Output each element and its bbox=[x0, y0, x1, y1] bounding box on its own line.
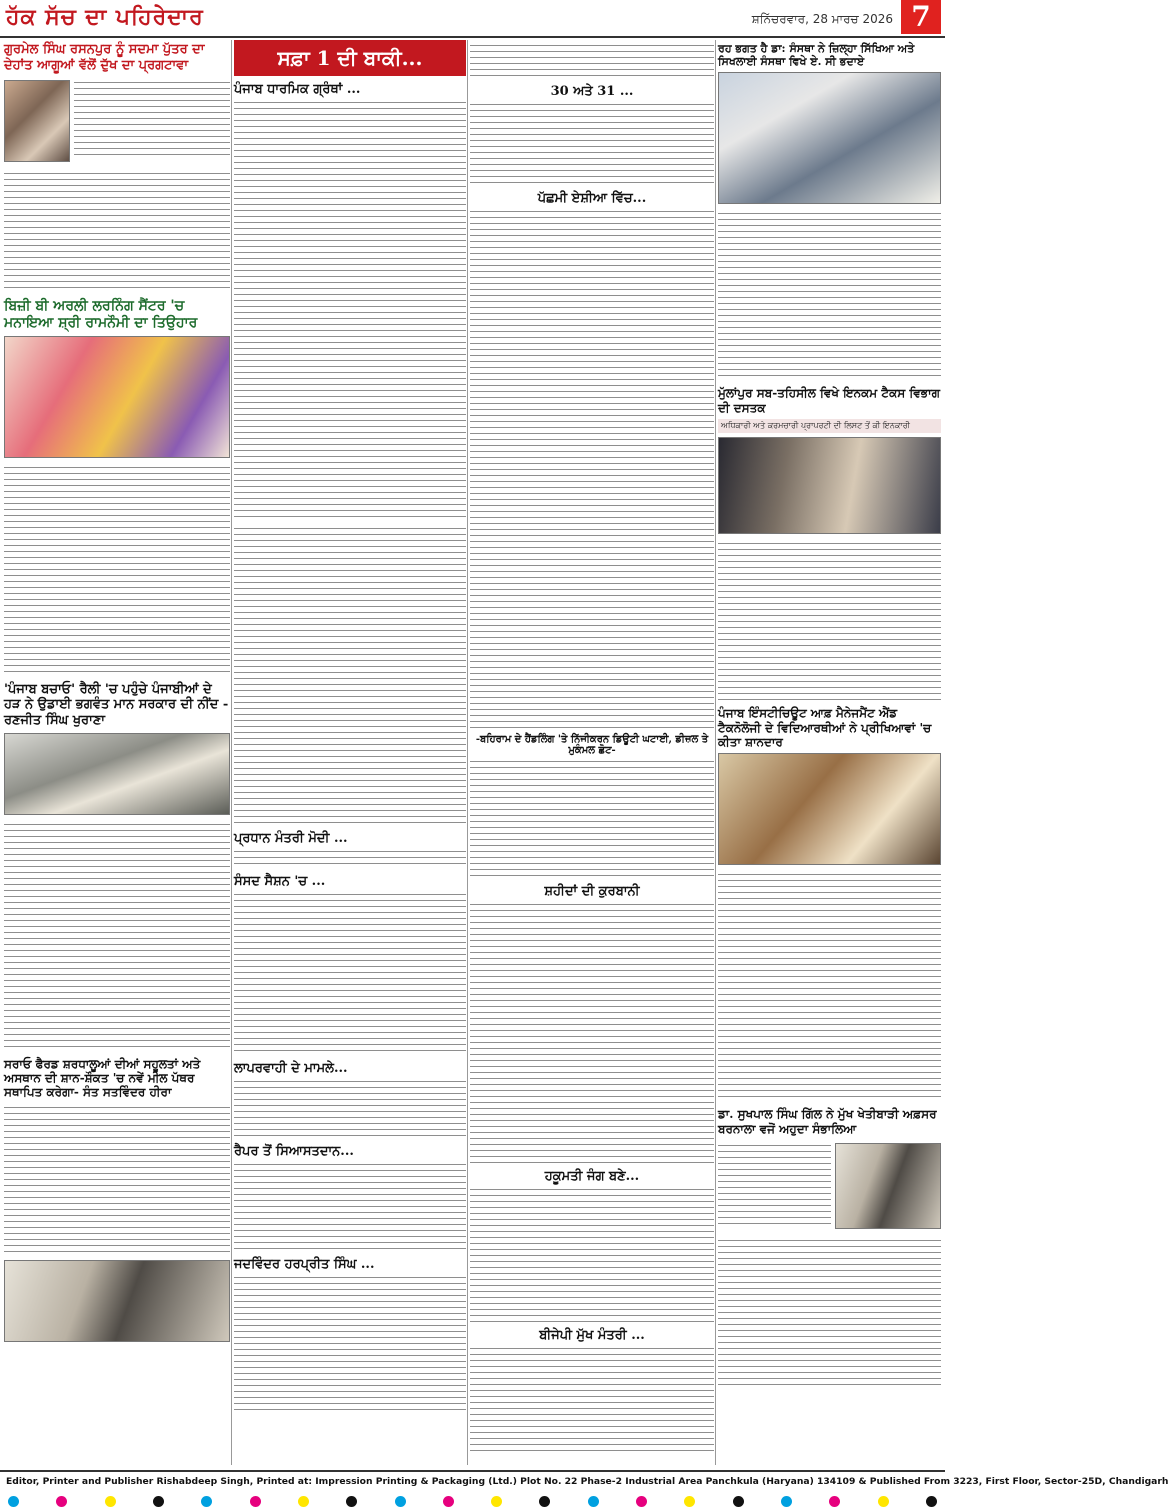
ceremony-photo bbox=[718, 72, 941, 204]
footer bbox=[0, 1470, 1168, 1509]
students-photo bbox=[718, 753, 941, 865]
headline-ramnaumi: ਬਿਜ਼ੀ ਬੀ ਅਰਲੀ ਲਰਨਿੰਗ ਸੈਂਟਰ 'ਚ ਮਨਾਇਆ ਸ਼੍ਰੀ ਰਾਮਨੌਮੀ ਦਾ ਤਿਉਹਾਰ bbox=[4, 298, 198, 331]
subhead: ਸ਼ਹੀਦਾਂ ਦੀ ਕੁਰਬਾਨੀ bbox=[544, 884, 640, 899]
article-text bbox=[470, 758, 714, 878]
article-text bbox=[74, 79, 230, 159]
article-text bbox=[234, 525, 466, 825]
subhead: ਹਕੂਮਤੀ ਜੰਗ ਬਣੇ... bbox=[544, 1169, 640, 1184]
article-text bbox=[470, 901, 714, 1163]
column-divider bbox=[715, 40, 716, 1465]
article-text bbox=[234, 1078, 466, 1138]
article-text bbox=[470, 42, 714, 78]
column-divider bbox=[231, 40, 232, 1465]
subhead: 30 ਅਤੇ 31 ... bbox=[550, 84, 634, 99]
headline-training: ਰਹ ਭਗਤ ਹੈ ਡਾ: ਸੰਸਥਾ ਨੇ ਜ਼ਿਲ੍ਹਾ ਸਿੱਖਿਆ ਅਤੇ ਸਿਖਲਾਈ ਸੰਸਥਾ ਵਿਖੇ ਏ. ਸੀ ਭਦਾਏ bbox=[718, 42, 915, 69]
article-text bbox=[470, 208, 714, 728]
officer-photo bbox=[835, 1143, 941, 1229]
article-text bbox=[718, 210, 941, 380]
headline-income-tax: ਮੁੱਲਾਂਪੁਰ ਸਬ-ਤਹਿਸੀਲ ਵਿਖੇ ਇਨਕਮ ਟੈਕਸ ਵਿਭਾਗ ਦੀ ਦਸਤਕ bbox=[718, 386, 940, 415]
subhead: ਪੰਜਾਬ ਧਾਰਮਿਕ ਗ੍ਰੰਥਾਂ ... bbox=[234, 82, 361, 97]
masthead bbox=[0, 0, 945, 38]
group-photo bbox=[4, 1260, 230, 1342]
article-text bbox=[718, 540, 941, 700]
newspaper-brand: ਹੱਕ ਸੱਚ ਦਾ ਪਹਿਰੇਦਾਰ bbox=[6, 4, 204, 30]
article-text bbox=[234, 891, 466, 1055]
article-text bbox=[234, 848, 466, 868]
article-text bbox=[718, 1237, 941, 1387]
office-photo bbox=[718, 437, 941, 534]
headline-sant: ਸਰਾਓ ਫੈਰਡ ਸ਼ਰਧਾਲੂਆਂ ਦੀਆਂ ਸਹੂਲਤਾਂ ਅਤੇ ਅਸਥਾਨ ਦੀ ਸ਼ਾਨ-ਸ਼ੌਕਤ 'ਚ ਨਵੇਂ ਮੀਲ ਪੱਥਰ ਸਥਾਪਿਤ ਕਰੇਗਾ- ਸੰਤ ਸਤਵਿੰਦਰ ਹੀਰਾ bbox=[4, 1056, 201, 1100]
subhead: ਬੀਜੇਪੀ ਮੁੱਖ ਮੰਤਰੀ ... bbox=[539, 1328, 645, 1343]
article-text bbox=[470, 1186, 714, 1322]
event-photo bbox=[4, 336, 230, 458]
article-text bbox=[718, 1142, 831, 1226]
registration-marks bbox=[0, 1494, 945, 1508]
article-text bbox=[4, 170, 230, 292]
subhead: ਪੱਛਮੀ ਏਸ਼ੀਆ ਵਿੱਚ... bbox=[537, 191, 647, 206]
article-text bbox=[470, 101, 714, 185]
rally-photo bbox=[4, 733, 230, 815]
page-number: 7 bbox=[901, 0, 941, 34]
article-text bbox=[470, 1345, 714, 1455]
subhead: ਰੈਪਰ ਤੋਂ ਸਿਆਸਤਦਾਨ... bbox=[234, 1144, 354, 1159]
subhead: ਪ੍ਰਧਾਨ ਮੰਤਰੀ ਮੋਦੀ ... bbox=[234, 831, 348, 846]
subhead: ਸੰਸਦ ਸੈਸ਼ਨ 'ਚ ... bbox=[234, 874, 326, 889]
article-text bbox=[4, 821, 230, 1051]
headline-students: ਪੰਜਾਬ ਇੰਸਟੀਚਿਊਟ ਆਫ਼ ਮੈਨੇਜਮੈਂਟ ਐਂਡ ਟੈਕਨੋਲੋਜੀ ਦੇ ਵਿਦਿਆਰਥੀਆਂ ਨੇ ਪ੍ਰੀਖਿਆਵਾਂ 'ਚ ਕੀਤਾ ਸ਼ਾਨਦਾਰ bbox=[718, 706, 932, 749]
article-text bbox=[234, 1161, 466, 1251]
headline-agriculture-officer: ਡਾ. ਸੁਖਪਾਲ ਸਿੰਘ ਗਿੱਲ ਨੇ ਮੁੱਖ ਖੇਤੀਬਾੜੀ ਅਫ਼ਸਰ ਬਰਨਾਲਾ ਵਜੋਂ ਅਹੁਦਾ ਸੰਭਾਲਿਆ bbox=[718, 1107, 937, 1136]
portrait-photo bbox=[4, 80, 70, 162]
column-4 bbox=[718, 40, 941, 1393]
headline-condolence: ਗੁਰਮੇਲ ਸਿੰਘ ਰਸਨਪੁਰ ਨੂੰ ਸਦਮਾ ਪੁੱਤਰ ਦਾ ਦੇਹਾਂਤ ਆਗੂਆਂ ਵੱਲੋਂ ਦੁੱਖ ਦਾ ਪ੍ਰਗਟਾਵਾ bbox=[4, 42, 205, 73]
column-divider bbox=[467, 40, 468, 1465]
article-text bbox=[718, 871, 941, 1101]
article-text bbox=[4, 1104, 230, 1254]
subhead: ਜਦਵਿੰਦਰ ਹਰਪ੍ਰੀਤ ਸਿੰਘ ... bbox=[234, 1257, 375, 1272]
column-3 bbox=[470, 40, 714, 1461]
article-text bbox=[234, 99, 466, 519]
continued-banner: ਸਫ਼ਾ 1 ਦੀ ਬਾਕੀ... bbox=[234, 40, 466, 76]
article-text bbox=[4, 464, 230, 676]
imprint-line: Editor, Printer and Publisher Rishabdeep Singh, Printed at: Impression Printing & Packaging (Ltd.) Plot No. 22 Phase-2 Industrial Area Panchkula (Haryana) 134109 & Published From 3223, First Floor, Sector-25D, Chandigarh bbox=[6, 1476, 1168, 1487]
column-1 bbox=[4, 40, 230, 1348]
headline-sub: ਅਧਿਕਾਰੀ ਅਤੇ ਕਰਮਚਾਰੀ ਪ੍ਰਾਪਰਟੀ ਦੀ ਲਿਸਟ ਤੋਂ ਕੀ ਇਨਕਾਰੀ bbox=[718, 419, 941, 433]
subhead: -ਬਹਿਰਾਮ ਦੇ ਹੈਂਡਲਿੰਗ 'ਤੇ ਨਿੱਜੀਕਰਨ ਡਿਊਟੀ ਘਟਾਈ, ਡੀਜ਼ਲ ਤੇ ਮੁਕੰਮਲ ਛੋਟ- bbox=[475, 734, 709, 756]
column-2 bbox=[234, 40, 466, 1420]
headline-rally: 'ਪੰਜਾਬ ਬਚਾਓ' ਰੈਲੀ 'ਚ ਪਹੁੰਚੇ ਪੰਜਾਬੀਆਂ ਦੇ ਹੜ ਨੇ ਉਡਾਈ ਭਗਵੰਤ ਮਾਨ ਸਰਕਾਰ ਦੀ ਨੀਂਦ - ਰਣਜੀਤ ਸਿੰਘ ਖੁਰਾਣਾ bbox=[4, 681, 229, 728]
subhead: ਲਾਪਰਵਾਹੀ ਦੇ ਮਾਮਲੇ... bbox=[234, 1061, 348, 1076]
issue-date: ਸ਼ਨਿੱਚਰਵਾਰ, 28 ਮਾਰਚ 2026 bbox=[751, 12, 893, 26]
article-text bbox=[234, 1274, 466, 1414]
